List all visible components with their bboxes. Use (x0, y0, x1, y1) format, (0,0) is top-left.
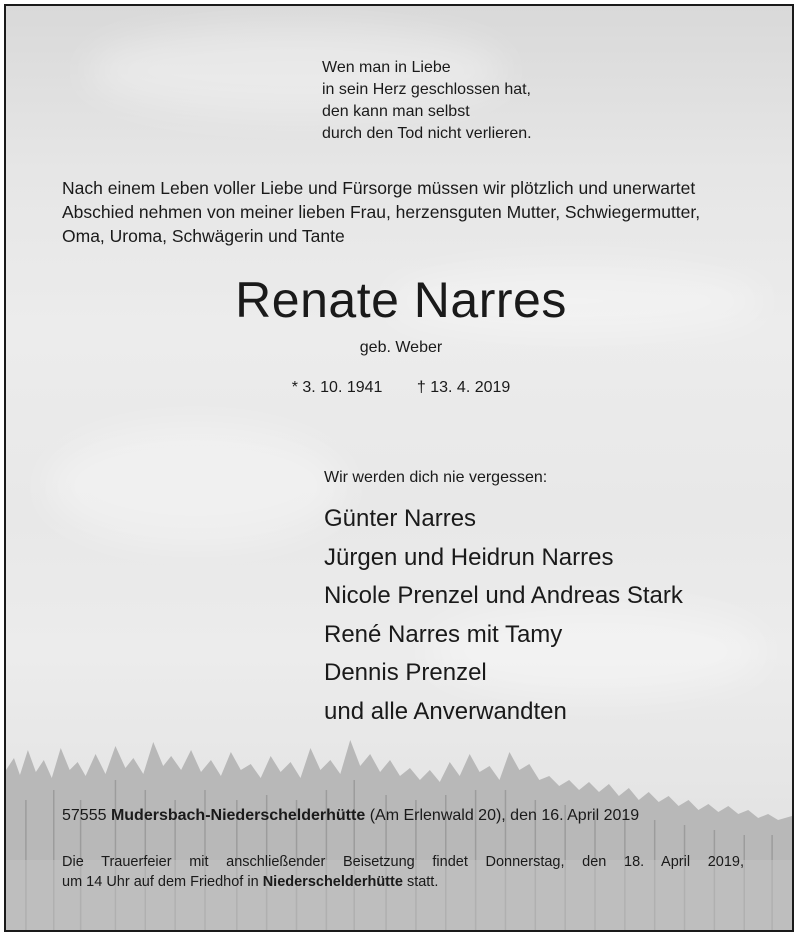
intro-line: Oma, Uroma, Schwägerin und Tante (62, 226, 345, 246)
deceased-name: Renate Narres (235, 272, 567, 328)
address-date: (Am Erlenwald 20), den 16. April 2019 (369, 807, 640, 824)
forest-silhouette (6, 740, 792, 930)
ceremony-text: um 14 Uhr auf dem Friedhof in (62, 874, 259, 890)
mourners-heading: Wir werden dich nie vergessen: (324, 469, 548, 486)
mourner-name: René Narres mit Tamy (324, 620, 563, 648)
birth-date: * 3. 10. 1941 (291, 379, 383, 396)
obituary-notice (4, 4, 794, 932)
ceremony-line: Die Trauerfeier mit anschließender Beisetzung findet Donnerstag, den 18. April 2019, (62, 854, 744, 870)
motto-line: Wen man in Liebe (322, 59, 451, 76)
zip-code: 57555 (62, 807, 107, 824)
motto-verse (322, 57, 532, 145)
motto-line: durch den Tod nicht verlieren. (322, 125, 532, 142)
mourner-name: Günter Narres (324, 505, 477, 532)
place-and-date (62, 806, 639, 826)
motto-line: den kann man selbst (322, 103, 470, 120)
mourner-name: Dennis Prenzel (324, 659, 487, 686)
mourner-name: Jürgen und Heidrun Narres (324, 543, 614, 571)
mourner-name: und alle Anverwandten (324, 697, 567, 725)
town-name: Mudersbach-Niederschelderhütte (110, 807, 366, 824)
intro-text (62, 176, 700, 248)
ceremony-info (62, 852, 744, 892)
maiden-name: geb. Weber (359, 339, 443, 356)
death-date: † 13. 4. 2019 (416, 379, 511, 396)
ceremony-line (62, 872, 744, 892)
intro-line: Abschied nehmen von meiner lieben Frau, herzensguten Mutter, Schwiegermutter, (62, 202, 701, 222)
ceremony-text: statt. (406, 874, 439, 890)
motto-line: in sein Herz geschlossen hat, (322, 81, 531, 98)
intro-line: Nach einem Leben voller Liebe und Fürsorge müssen wir plötzlich und unerwartet (62, 178, 696, 198)
background-cloud (46, 426, 346, 546)
life-dates (6, 378, 794, 398)
mourners-list (324, 500, 683, 731)
mourner-name: Nicole Prenzel und Andreas Stark (324, 582, 683, 609)
cemetery-place: Niederschelderhütte (262, 874, 403, 890)
